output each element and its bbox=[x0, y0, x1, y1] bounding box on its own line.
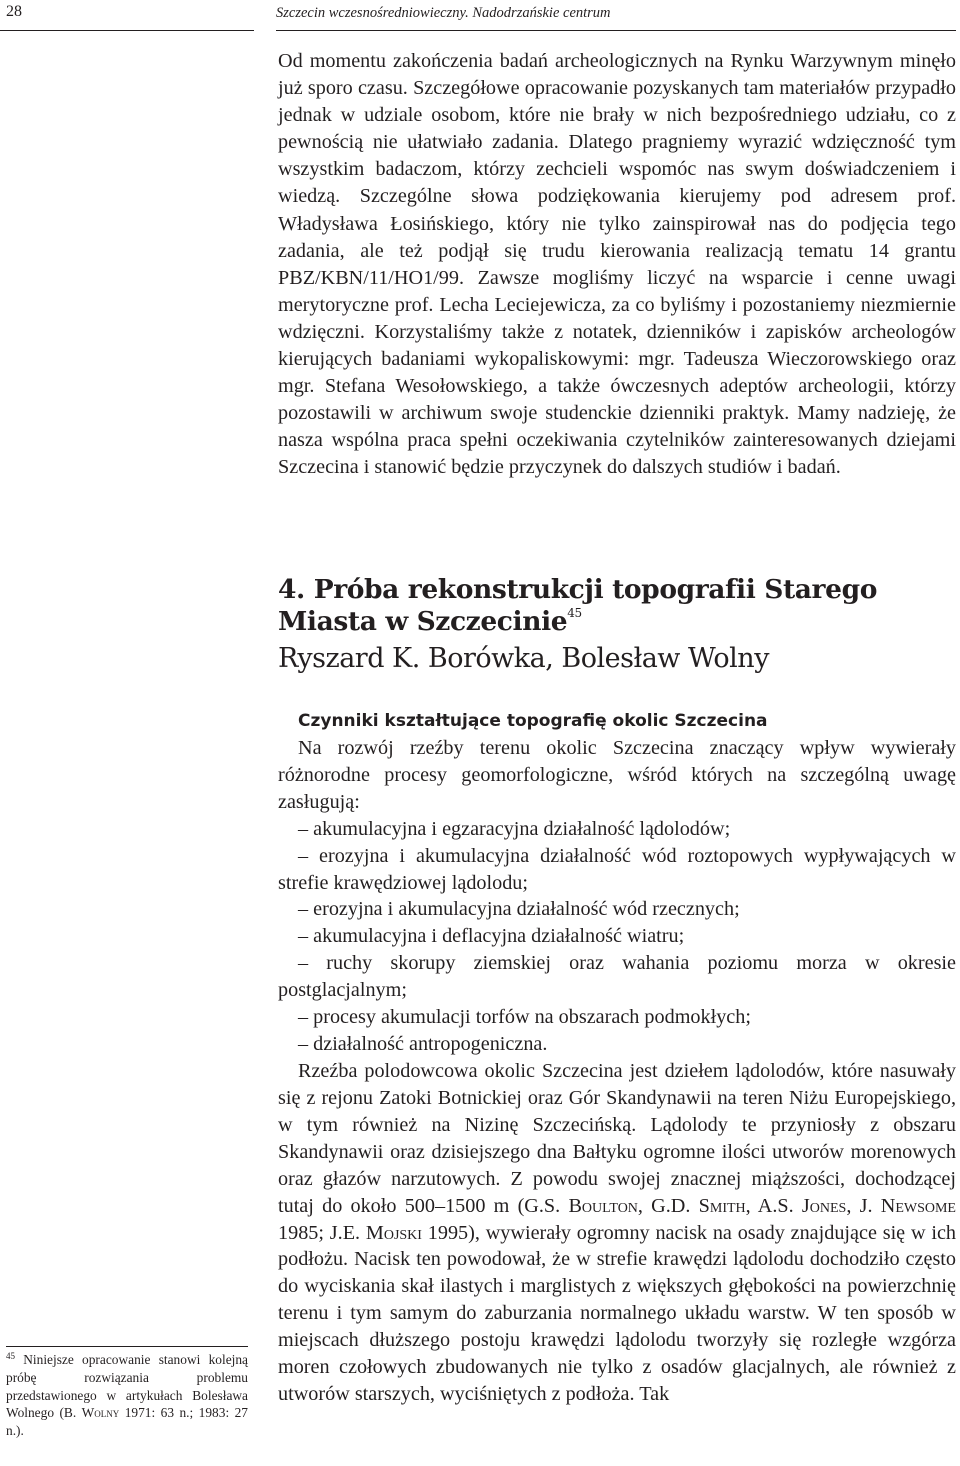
header-rule-left bbox=[0, 30, 254, 31]
text-run: 1995), wywierały ogromny nacisk na osady znajdujące się w ich podłożu. Nacisk ten powodował, że w strefie krawędzi lądolodu dochodziło często do wyciskania skał ilastych i marglistych z większych głębokości na powierzchnię terenu i tym samym do zaburzania normalnego układu warstw. W ten sposób w miejscach dłuższego postoju krawędzi lądolodu tworzyły się rozległe wzgórza moren czołowych zbudowanych nie tylko z osadów glacjalnych, ale również z utworów starszych, wyciśniętych z podłoża. Tak bbox=[278, 1221, 957, 1406]
header-rule-right bbox=[276, 30, 956, 31]
text-run: , G.D. bbox=[637, 1194, 699, 1217]
cited-author: Boulton bbox=[568, 1194, 638, 1217]
list-item: – procesy akumulacji torfów na obszarach podmokłych; bbox=[298, 1006, 751, 1029]
footnote-rule bbox=[6, 1346, 248, 1347]
cited-author: Mojski bbox=[365, 1221, 422, 1244]
cited-author: Wolny bbox=[81, 1405, 120, 1421]
text-run: , J. bbox=[846, 1194, 881, 1217]
running-head: Szczecin wczesnośredniowieczny. Nadodrzańskie centrum bbox=[276, 5, 611, 21]
page-number: 28 bbox=[6, 3, 22, 20]
list-item: – akumulacyjna i deflacyjna działalność wiatru; bbox=[298, 925, 685, 948]
cited-author: Smith bbox=[698, 1194, 746, 1217]
section-body bbox=[278, 708, 956, 1408]
subsection-heading: Czynniki kształtujące topografię okolic Szczecina bbox=[298, 711, 768, 731]
footnote-text: Niniejsze opracowanie stanowi kolejną próbę rozwiązania problemu przedstawionego w artykułach Bolesława Wolnego (B. bbox=[6, 1352, 248, 1421]
section-heading bbox=[278, 574, 956, 638]
text-run: 1985; J.E. bbox=[278, 1221, 366, 1244]
list-item: – erozyjna i akumulacyjna działalność wód roztopowych wypływających w strefie krawędziowej lądolodu; bbox=[278, 844, 956, 894]
body-paragraph: Na rozwój rzeźby terenu okolic Szczecina znaczący wpływ wywierały różnorodne procesy geomorfologiczne, wśród których na szczególną uwagę zasługują: bbox=[278, 736, 956, 813]
body-paragraph bbox=[278, 1058, 956, 1408]
footnote-reference: 45 bbox=[567, 606, 582, 620]
footnote-text: 1971: 63 n.; 1983: 27 n.). bbox=[6, 1405, 248, 1439]
text-run: Rzeźba polodowcowa okolic Szczecina jest dziełem lądolodów, które nasuwały się z rejonu Zatoki Botnickiej oraz Gór Skandynawii na teren Niżu Europejskiego, w tym również na Nizinę Szczecińską. Lądolody te przyniosły z obszaru Skandynawii oraz dzisiejszego dna Bałtyku ogromne ilości utworów morenowych oraz głazów narzutowych. Z powodu swojej znacznej miąższości, dochodzącej tutaj do około 500–1500 m (G.S. bbox=[278, 1059, 956, 1217]
footnote-marker: 45 bbox=[6, 1351, 15, 1361]
cited-author: Jones bbox=[801, 1194, 847, 1217]
cited-author: Newsome bbox=[880, 1194, 956, 1217]
footnote bbox=[6, 1351, 248, 1440]
list-item: – działalność antropogeniczna. bbox=[298, 1033, 548, 1056]
section-authors: Ryszard K. Borówka, Bolesław Wolny bbox=[278, 643, 769, 674]
list-item: – erozyjna i akumulacyjna działalność wód rzecznych; bbox=[298, 898, 740, 921]
intro-paragraph: Od momentu zakończenia badań archeologicznych na Rynku Warzywnym minęło już sporo czasu. Szczegółowe opracowanie pozyskanych tam materiałów przypadło jednak w udziale osobom, które nie brały w nich bezpośredniego udziału, co z pewnością nie ułatwiało zadania. Dlatego pragniemy wyrazić wdzięczność tym wszystkim badaczom, którzy zechcieli wspomóc nas swym doświadczeniem i wiedzą. Szczególne słowa podziękowania kierujemy pod adresem prof. Władysława Łosińskiego, który nie tylko zainspirował nas do podjęcia tego zadania, ale też podjął się trudu kierowania realizacją tematu 14 grantu PBZ/KBN/11/HO1/99. Zawsze mogliśmy liczyć na wsparcie i cenne uwagi merytoryczne prof. Lecha Leciejewicza, za co byliśmy i pozostaniemy niezmiernie wdzięczni. Korzystaliśmy także z notatek, dzienników i zapisków archeologów kierujących badaniami wykopaliskowymi: mgr. Tadeusza Wieczorowskiego oraz mgr. Stefana Wesołowskiego, a także ówczesnych adeptów archeologii, którzy pozostawili w archiwum swoje studenckie dzienniki praktyk. Mamy nadzieję, że nasza wspólna praca spełni oczekiwania czytelników zainteresowanych dziejami Szczecina i stanowić będzie przyczynek do dalszych studiów i badań. bbox=[278, 50, 956, 479]
list-item: – ruchy skorupy ziemskiej oraz wahania poziomu morza w okresie postglacjalnym; bbox=[278, 952, 956, 1002]
section-title: 4. Próba rekonstrukcji topografii Starego Miasta w Szczecinie bbox=[278, 574, 877, 637]
text-run: , A.S. bbox=[745, 1194, 802, 1217]
list-item: – akumulacyjna i egzaracyjna działalność lądolodów; bbox=[298, 817, 731, 840]
